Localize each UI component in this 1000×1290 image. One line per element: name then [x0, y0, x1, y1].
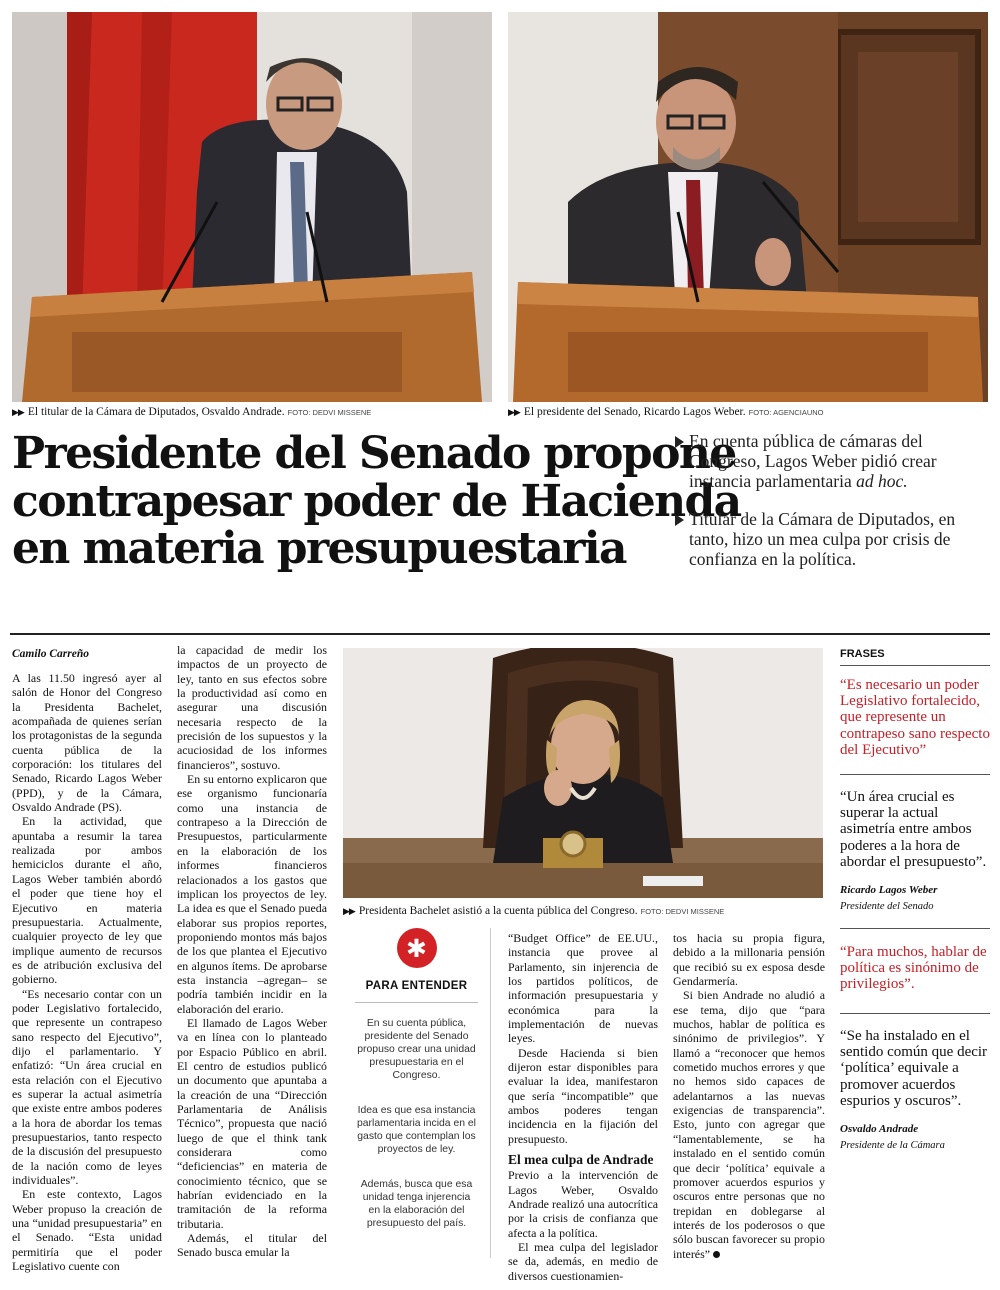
caption-arrow-icon: ▶▶: [12, 408, 24, 418]
caption-text: Presidenta Bachelet asistió a la cuenta pública del Congreso.: [358, 905, 638, 917]
quote-andrade-1: [840, 944, 992, 993]
byline: Camilo Carreño: [12, 648, 90, 660]
headline-line: Presidente del Senado propone: [12, 428, 736, 479]
paragraph: tos hacia su propia figura, debido a la millonaria pensión que recibió su ex esposa desde Gendarmería.: [673, 931, 825, 989]
para-entender-text: En su cuenta pública, presidente del Senado propuso crear una unidad presupuestaria en el Congreso.: [357, 1018, 476, 1081]
bullet-text: Titular de la Cámara de Diputados, en tanto, hizo un mea culpa por crisis de confianza en la política.: [689, 509, 956, 569]
article-column-3: [508, 931, 658, 1283]
paragraph-with-endmark: [673, 988, 825, 1261]
photo-ricardo-lagos-weber: [508, 12, 988, 402]
quote-andrade-2: [840, 1028, 992, 1154]
quote-text: “Se ha instalado en el sentido común que decir ‘política’ equivale a promover acuerdos espurios y oscuros”.: [840, 1028, 988, 1109]
headline-line: contrapesar poder de Hacienda: [12, 475, 741, 527]
triangle-bullet-icon: [675, 436, 684, 448]
article-column-2: [177, 643, 327, 1260]
quote-lagos-1: [840, 677, 992, 758]
photo-credit: FOTO: DEDVI MISSENE: [287, 408, 372, 417]
quote-divider: [840, 928, 990, 929]
caption-arrow-icon: ▶▶: [343, 907, 355, 917]
paragraph: Previo a la intervención de Lagos Weber, Osvaldo Andrade realizó una autocrítica por la crisis de confianza que afecta a la política.: [508, 1168, 658, 1240]
quote-author: Osvaldo Andrade: [840, 1123, 919, 1136]
caption-lagos-weber: [508, 406, 824, 418]
quote-author-role: Presidente de la Cámara: [840, 1140, 945, 1152]
summary-bullets: [675, 432, 995, 589]
paragraph: “Es necesario contar con un poder Legislativo fortalecido, que represente un contrapeso sano respecto del Ejecutivo”, dijo el parlamentario. Y enfatizó: “Un área crucial en esta relación con el Ejecutivo es superar la actual asimetría que existe entre ambos poderes a la hora de abordar los temas presupuestarios, tanto respecto de la discusión del presupuesto de la nación como de leyes individuales”.: [12, 986, 162, 1188]
para-entender-title: PARA ENTENDER: [355, 980, 478, 1003]
paragraph: En la actividad, que apuntaba a resumir la tarea realizada por ambos hemiciclos durante el año, Lagos Weber también abordó el poder que tiene hoy el Ejecutivo en materia presupuestaria. Actualmente, cualquier proyecto de ley que implique aumento de recursos es de atribución exclusiva del gobierno.: [12, 814, 162, 987]
paragraph: A las 11.50 ingresó ayer al salón de Honor del Congreso la Presidenta Bachelet, acompañada de quienes serían los protagonistas de la segunda cuenta pública de la corporación: los titulares del Senado, Ricardo Lagos Weber (PPD), y de la Cámara, Osvaldo Andrade (PS).: [12, 671, 162, 815]
paragraph: En su entorno explicaron que ese organismo funcionaría como una instancia de contrapeso a la Dirección de Presupuestos, particularmente en la elaboración de los informes financieros relacionados a los gastos que implican los proyectos de ley. La idea es que el Senado pueda elaborar sus propios reportes, proponiendo montos más bajos de los que plantea el Ejecutivo en algunos ítems. De aprobarse esta instancia –agregan– se podría también incidir en la elaboración del erario.: [177, 772, 327, 1016]
caption-text: El titular de la Cámara de Diputados, Osvaldo Andrade.: [27, 406, 285, 418]
star-icon: ✱: [397, 928, 437, 968]
headline-line: en materia presupuestaria: [12, 523, 626, 575]
quote-text: “Para muchos, hablar de política es sinónimo de privilegios”.: [840, 944, 987, 993]
paragraph: El mea culpa del legislador se da, además, en medio de diversos cuestionamien-: [508, 1239, 658, 1283]
summary-bullet: [675, 510, 995, 569]
caption-arrow-icon: ▶▶: [508, 408, 520, 418]
paragraph: Desde Hacienda si bien dijeron estar disponibles para evaluar la idea, manifestaron que sería “incompatible” que ambos poderes tengan incidencia en la fijación del presupuesto.: [508, 1045, 658, 1146]
caption-andrade: [12, 406, 371, 418]
quote-author-role: Presidente del Senado: [840, 901, 934, 913]
paragraph: la capacidad de medir los impactos de un proyecto de ley, tanto en sus efectos sobre la productividad así como en asegurar una discusión necesaria respecto de la precisión de los supuestos y la acuciosidad de los informes financieros”, sostuvo.: [177, 643, 327, 772]
photo-osvaldo-andrade: [12, 12, 492, 402]
quote-divider: [840, 774, 990, 775]
quote-text: “Un área crucial es superar la actual asimetría entre ambos poderes a la hora de abordar el presupuesto”.: [840, 789, 987, 870]
quote-text: “Es necesario un poder Legislativo fortalecido, que represente un contrapeso sano respecto del Ejecutivo”: [840, 677, 990, 758]
para-entender-text: Idea es que esa instancia parlamentaria incida en el gasto que contemplan los proyectos de ley.: [357, 1105, 476, 1155]
para-entender-box: [343, 928, 491, 1258]
paragraph: El llamado de Lagos Weber va en línea con lo planteado por Espacio Público en abril. El centro de estudios publicó un documento que apuntaba a la creación de una “Dirección Parlamentaria de Análisis Técnico”, propuesta que nació luego de que el think tank considerara como “deficiencias” en materia de conocimiento técnico, que se habrían evidenciado en la tramitación de la reforma tributaria.: [177, 1015, 327, 1231]
summary-bullet: [675, 432, 995, 491]
triangle-bullet-icon: [675, 514, 684, 526]
photo-bachelet: [343, 648, 823, 898]
article-column-1: [12, 671, 162, 1273]
headline: [12, 428, 741, 575]
quote-author: Ricardo Lagos Weber: [840, 884, 938, 897]
paragraph: En este contexto, Lagos Weber propuso la creación de una “unidad presupuestaria” en el Senado. “Esta unidad permitiría que el poder Legislativo cuente con: [12, 1187, 162, 1274]
subheading: El mea culpa de Andrade: [508, 1152, 654, 1168]
bullet-text: En cuenta pública de cámaras del Congreso, Lagos Weber pidió crear instancia parlamentaria: [689, 431, 937, 491]
paragraph: Además, el titular del Senado busca emular la: [177, 1231, 327, 1260]
photo-credit: FOTO: AGENCIAUNO: [748, 408, 824, 417]
quote-lagos-2: [840, 789, 992, 915]
frases-title: FRASES: [840, 648, 885, 660]
para-entender-text: Además, busca que esa unidad tenga injerencia en la elaboración del presupuesto del país.: [360, 1179, 473, 1229]
end-of-article-icon: [713, 1251, 720, 1258]
quote-divider: [840, 665, 990, 666]
paragraph-text: Si bien Andrade no aludió a ese tema, dijo que “para muchos, hablar de política es sinónimo de privilegios”. Y llamó a “reconocer que hemos cometido muchos errores y que no hemos sido capaces de adelantarnos a las nuevas exigencias de transparencia”. Esto, junto con agregar que “lamentablemente, se ha instalado en el sentido común que decir ‘política’ equivale a promover acuerdos espurios y oscuros entre personas que no trepidan en doblegarse al interés de los poderosos o que sólo buscan favorecer su propio interés”: [673, 988, 825, 1261]
paragraph: “Budget Office” de EE.UU., instancia que provee al Parlamento, sin injerencia de los partidos políticos, de información presupuestaria y económica para la implementación de nuevas leyes.: [508, 931, 658, 1046]
article-column-4: [673, 931, 825, 1261]
bullet-emphasis: ad hoc.: [856, 470, 908, 491]
photo-credit: FOTO: DEDVI MISSENE: [640, 907, 725, 916]
caption-text: El presidente del Senado, Ricardo Lagos Weber.: [523, 406, 746, 418]
caption-bachelet: [343, 905, 724, 917]
section-divider: [10, 633, 990, 635]
quote-divider: [840, 1013, 990, 1014]
